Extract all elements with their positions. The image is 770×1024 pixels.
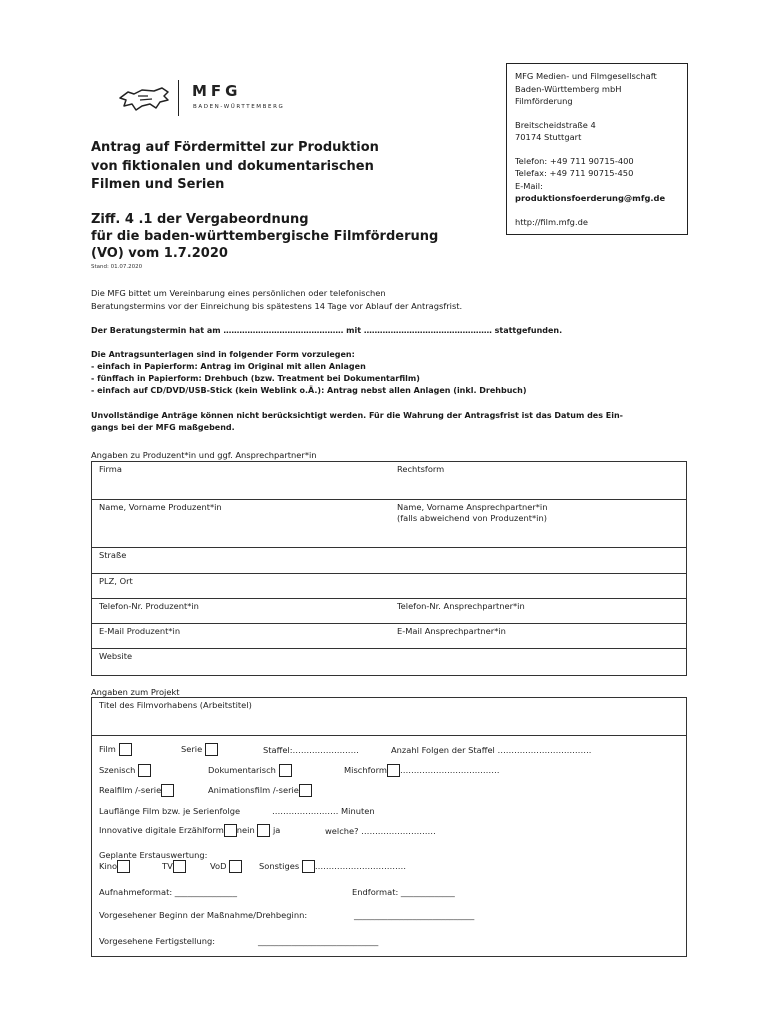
mfg-lion-logo-icon: [118, 84, 172, 112]
address-email-label: E-Mail:: [515, 180, 543, 191]
phone-producer-field[interactable]: Telefon-Nr. Produzent*in: [99, 601, 199, 611]
address-web[interactable]: http://film.mfg.de: [515, 216, 588, 227]
firma-field[interactable]: Firma: [99, 464, 122, 474]
address-line: 70174 Stuttgart: [515, 132, 582, 142]
regulation-title: Ziff. 4 .1 der Vergabeordnung für die baden-württembergische Filmförderung (VO) vom 1.7.2020: [91, 212, 439, 261]
realfilm-checkbox[interactable]: [161, 784, 174, 797]
table-row[interactable]: [92, 698, 686, 736]
film-label: Film: [99, 744, 116, 754]
deadline-note: Unvollständige Anträge können nicht berücksichtigt werden. Für die Wahrung der Antragsfrist ist das Datum des Ein- gangs bei der MFG maßgebend.: [91, 411, 623, 432]
antrag-instructions: Die Antragsunterlagen sind in folgender Form vorzulegen: - einfach in Papierform: Antrag im Original mit allen Anlagen - fünffach in Papierform: Drehbuch (bzw. Treatment bei Dokumentarfilm) - einfach auf CD/DVD/USB-Stick (kein Weblink o.Ä.): Antrag nebst allen Anlagen (inkl. Drehbuch): [91, 350, 527, 395]
name-contact-field[interactable]: Name, Vorname Ansprechpartner*in (falls abweichend von Produzent*in): [397, 502, 548, 523]
completion-field[interactable]: _____________________________: [258, 936, 379, 946]
innovative-yes-checkbox[interactable]: [257, 824, 270, 837]
name-producer-field[interactable]: Name, Vorname Produzent*in: [99, 502, 222, 512]
sonstiges-dots[interactable]: ……………………………: [314, 861, 407, 871]
logo-separator: [178, 80, 179, 116]
logo-subtitle: BADEN-WÜRTTEMBERG: [193, 104, 285, 110]
page-title: Antrag auf Fördermittel zur Produktion von fiktionalen und dokumentarischen Filmen und Serien: [91, 140, 379, 192]
table-row[interactable]: [92, 548, 686, 574]
beratung-line[interactable]: Der Beratungstermin hat am ……………………………………… mit ………………………………………… stattgefunden.: [91, 326, 563, 335]
episodes-field[interactable]: Anzahl Folgen der Staffel …………………………….: [391, 745, 592, 755]
misch-label: Mischform: [344, 765, 387, 775]
start-label: Vorgesehener Beginn der Maßnahme/Drehbeginn:: [99, 910, 308, 920]
street-field[interactable]: Straße: [99, 550, 127, 560]
serie-label: Serie: [181, 744, 203, 754]
end-format-field[interactable]: Endformat: _____________: [352, 887, 455, 897]
film-title-field[interactable]: Titel des Filmvorhabens (Arbeitstitel): [99, 700, 252, 710]
vod-checkbox[interactable]: [229, 860, 242, 873]
no-label: nein: [236, 825, 255, 835]
intro-text: Die MFG bittet um Vereinbarung eines persönlichen oder telefonischen Beratungstermins vor der Einreichung bis spätestens 14 Tage vor Ablauf der Antragsfrist.: [91, 288, 463, 311]
completion-label: Vorgesehene Fertigstellung:: [99, 936, 216, 946]
project-table: [91, 697, 687, 957]
serie-checkbox[interactable]: [205, 743, 218, 756]
address-phone: Telefon: +49 711 90715-400: [515, 155, 634, 166]
sonstiges-label: Sonstiges: [259, 861, 300, 871]
start-field[interactable]: _____________________________: [354, 910, 475, 920]
which-field[interactable]: welche? ………………………: [325, 826, 436, 836]
doku-label: Dokumentarisch: [208, 765, 276, 775]
table-row[interactable]: [92, 599, 686, 624]
address-line: MFG Medien- und Filmgesellschaft: [515, 71, 657, 81]
doku-checkbox[interactable]: [279, 764, 292, 777]
project-section-label: Angaben zum Projekt: [91, 687, 180, 697]
animation-label: Animationsfilm /-serie: [208, 785, 299, 795]
sonstiges-checkbox[interactable]: [302, 860, 315, 873]
vod-label: VoD: [210, 861, 227, 871]
table-row[interactable]: [92, 649, 686, 675]
misch-checkbox[interactable]: [387, 764, 400, 777]
website-field[interactable]: Website: [99, 651, 133, 661]
animation-checkbox[interactable]: [299, 784, 312, 797]
table-row[interactable]: [92, 462, 686, 500]
rechtsform-field[interactable]: Rechtsform: [397, 464, 445, 474]
stand-date: Stand: 01.07.2020: [91, 264, 143, 270]
project-details: [92, 736, 686, 956]
tv-label: TV: [162, 861, 173, 871]
address-fax: Telefax: +49 711 90715-450: [515, 168, 634, 178]
email-contact-field[interactable]: E-Mail Ansprechpartner*in: [397, 626, 506, 636]
staffel-field[interactable]: Staffel:……………………: [263, 745, 359, 755]
producer-table: [91, 461, 687, 676]
kino-label: Kino: [99, 861, 118, 871]
yes-label: ja: [273, 825, 281, 835]
realfilm-label: Realfilm /-serie: [99, 785, 162, 795]
producer-section-label: Angaben zu Produzent*in und ggf. Ansprechpartner*in: [91, 450, 317, 460]
address-line: Baden-Württemberg mbH: [515, 83, 622, 94]
address-email[interactable]: produktionsfoerderung@mfg.de: [515, 193, 666, 203]
tv-checkbox[interactable]: [173, 860, 186, 873]
table-row[interactable]: [92, 574, 686, 599]
address-box: [506, 63, 688, 235]
runtime-label: Lauflänge Film bzw. je Serienfolge: [99, 806, 241, 816]
runtime-field[interactable]: …………………… Minuten: [272, 806, 375, 816]
table-row[interactable]: [92, 500, 686, 548]
logo-name: MFG: [192, 82, 242, 100]
address-line: Breitscheidstraße 4: [515, 119, 596, 130]
szenisch-label: Szenisch: [99, 765, 136, 775]
phone-contact-field[interactable]: Telefon-Nr. Ansprechpartner*in: [397, 601, 525, 611]
address-line: Filmförderung: [515, 96, 573, 106]
misch-dots[interactable]: ………………………………: [399, 765, 500, 775]
szenisch-checkbox[interactable]: [138, 764, 151, 777]
kino-checkbox[interactable]: [117, 860, 130, 873]
zip-city-field[interactable]: PLZ, Ort: [99, 576, 133, 586]
recording-format-field[interactable]: Aufnahmeformat: _______________: [99, 887, 237, 897]
innovative-no-checkbox[interactable]: [224, 824, 237, 837]
release-label: Geplante Erstauswertung:: [99, 850, 208, 860]
innovative-label: Innovative digitale Erzählform: [99, 825, 224, 835]
email-producer-field[interactable]: E-Mail Produzent*in: [99, 626, 181, 636]
film-checkbox[interactable]: [119, 743, 132, 756]
table-row[interactable]: [92, 624, 686, 649]
